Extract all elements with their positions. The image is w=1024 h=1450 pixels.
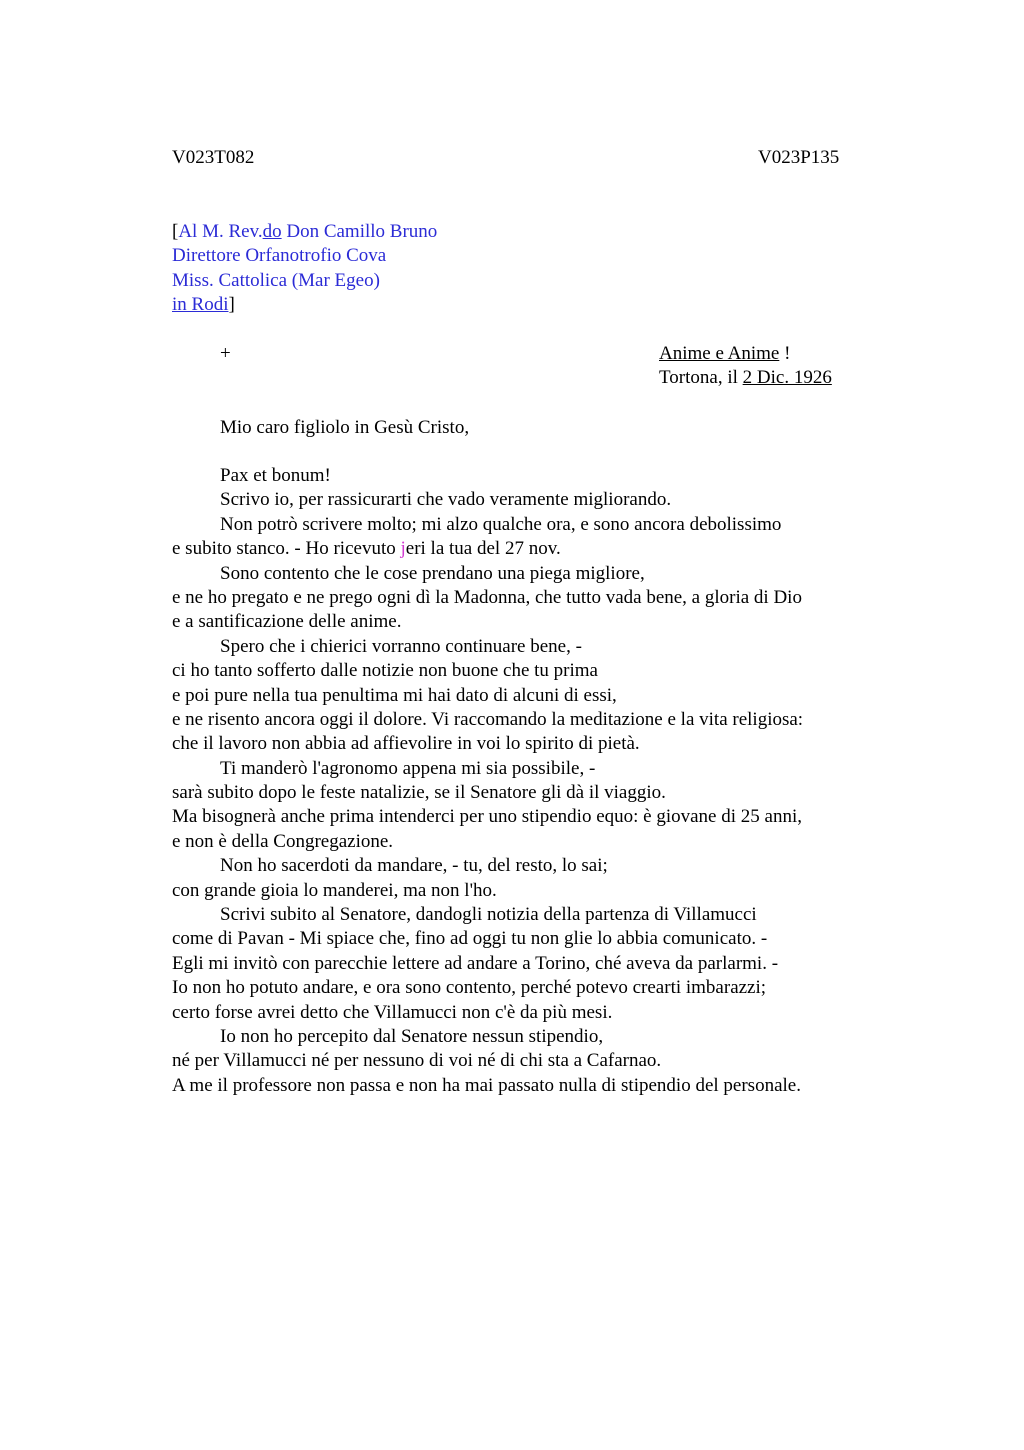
body-text-segment: eri la tua del 27 nov. [405, 538, 561, 560]
highlighted-letter: j [400, 538, 406, 560]
body-line: Egli mi invitò con parecchie lettere ad andare a Torino, ché aveva da parlarmi. - [172, 952, 779, 974]
salutation: Mio caro figliolo in Gesù Cristo, [220, 417, 470, 438]
body-line: Ti manderò l'agronomo appena mi sia possibile, - [220, 757, 596, 779]
address-line-4 [172, 293, 437, 317]
cross-mark: + [220, 343, 231, 364]
body-line [172, 537, 872, 561]
reference-code-left: V023T082 [172, 147, 255, 168]
motto-line [659, 342, 832, 366]
body-line: Non potrò scrivere molto; mi alzo qualche ora, e sono ancora debolissimo [220, 513, 782, 535]
body-line: Scrivo io, per rassicurarti che vado veramente migliorando. [220, 489, 672, 511]
body-line: ci ho tanto sofferto dalle notizie non buone che tu prima [172, 660, 598, 682]
motto-text: Anime e Anime [659, 343, 780, 364]
recipient-name: Don Camillo Bruno [281, 221, 438, 242]
reference-code-right: V023P135 [758, 147, 840, 168]
address-line-2: Direttore Orfanotrofio Cova [172, 245, 387, 267]
letter-body [172, 464, 872, 1098]
date-line [659, 366, 832, 390]
open-bracket: [ [172, 221, 179, 242]
motto-and-date [659, 342, 832, 391]
body-line: come di Pavan - Mi spiace che, fino ad oggi tu non glie lo abbia comunicato. - [172, 928, 768, 950]
body-line: e a santificazione delle anime. [172, 611, 402, 633]
recipient-title-abbrev: do [262, 221, 282, 242]
body-line: sarà subito dopo le feste natalizie, se il Senatore gli dà il viaggio. [172, 782, 666, 804]
body-line: Io non ho percepito dal Senatore nessun stipendio, [220, 1025, 604, 1047]
body-line: Scrivi subito al Senatore, dandogli notizia della partenza di Villamucci [220, 904, 757, 926]
recipient-title: Al M. Rev. [178, 221, 263, 242]
body-line: né per Villamucci né per nessuno di voi né di chi sta a Cafarnao. [172, 1050, 662, 1072]
body-line: e non è della Congregazione. [172, 830, 394, 852]
body-line: Io non ho potuto andare, e ora sono contento, perché potevo crearti imbarazzi; [172, 977, 767, 999]
place-prefix: Tortona, il [659, 367, 743, 389]
body-line: Ma bisognerà anche prima intenderci per uno stipendio equo: è giovane di 25 anni, [172, 806, 802, 828]
body-line: Pax et bonum! [220, 465, 331, 486]
body-line: Non ho sacerdoti da mandare, - tu, del resto, lo sai; [220, 855, 608, 877]
body-line: certo forse avrei detto che Villamucci non c'è da più mesi. [172, 1001, 613, 1023]
address-line-3: Miss. Cattolica (Mar Egeo) [172, 269, 380, 291]
body-line: Sono contento che le cose prendano una piega migliore, [220, 562, 645, 584]
motto-suffix: ! [779, 343, 791, 364]
body-line: e ne ho pregato e ne prego ogni dì la Madonna, che tutto vada bene, a gloria di Dio [172, 586, 802, 608]
body-line: e ne risento ancora oggi il dolore. Vi raccomando la meditazione e la vita religiosa: [172, 708, 804, 730]
address-line-1 [172, 220, 437, 244]
letter-date: 2 Dic. 1926 [742, 367, 832, 389]
body-line: A me il professore non passa e non ha mai passato nulla di stipendio del personale. [172, 1074, 801, 1096]
body-line: che il lavoro non abbia ad affievolire in voi lo spirito di pietà. [172, 733, 640, 755]
body-line: e poi pure nella tua penultima mi hai dato di alcuni di essi, [172, 684, 617, 706]
recipient-address [172, 220, 437, 318]
body-line: Spero che i chierici vorranno continuare bene, - [220, 635, 582, 657]
close-bracket: ] [228, 294, 235, 316]
body-text-segment: e subito stanco. - Ho ricevuto [172, 538, 401, 560]
address-city: in Rodi [172, 294, 229, 316]
body-line: con grande gioia lo manderei, ma non l'ho. [172, 879, 497, 901]
